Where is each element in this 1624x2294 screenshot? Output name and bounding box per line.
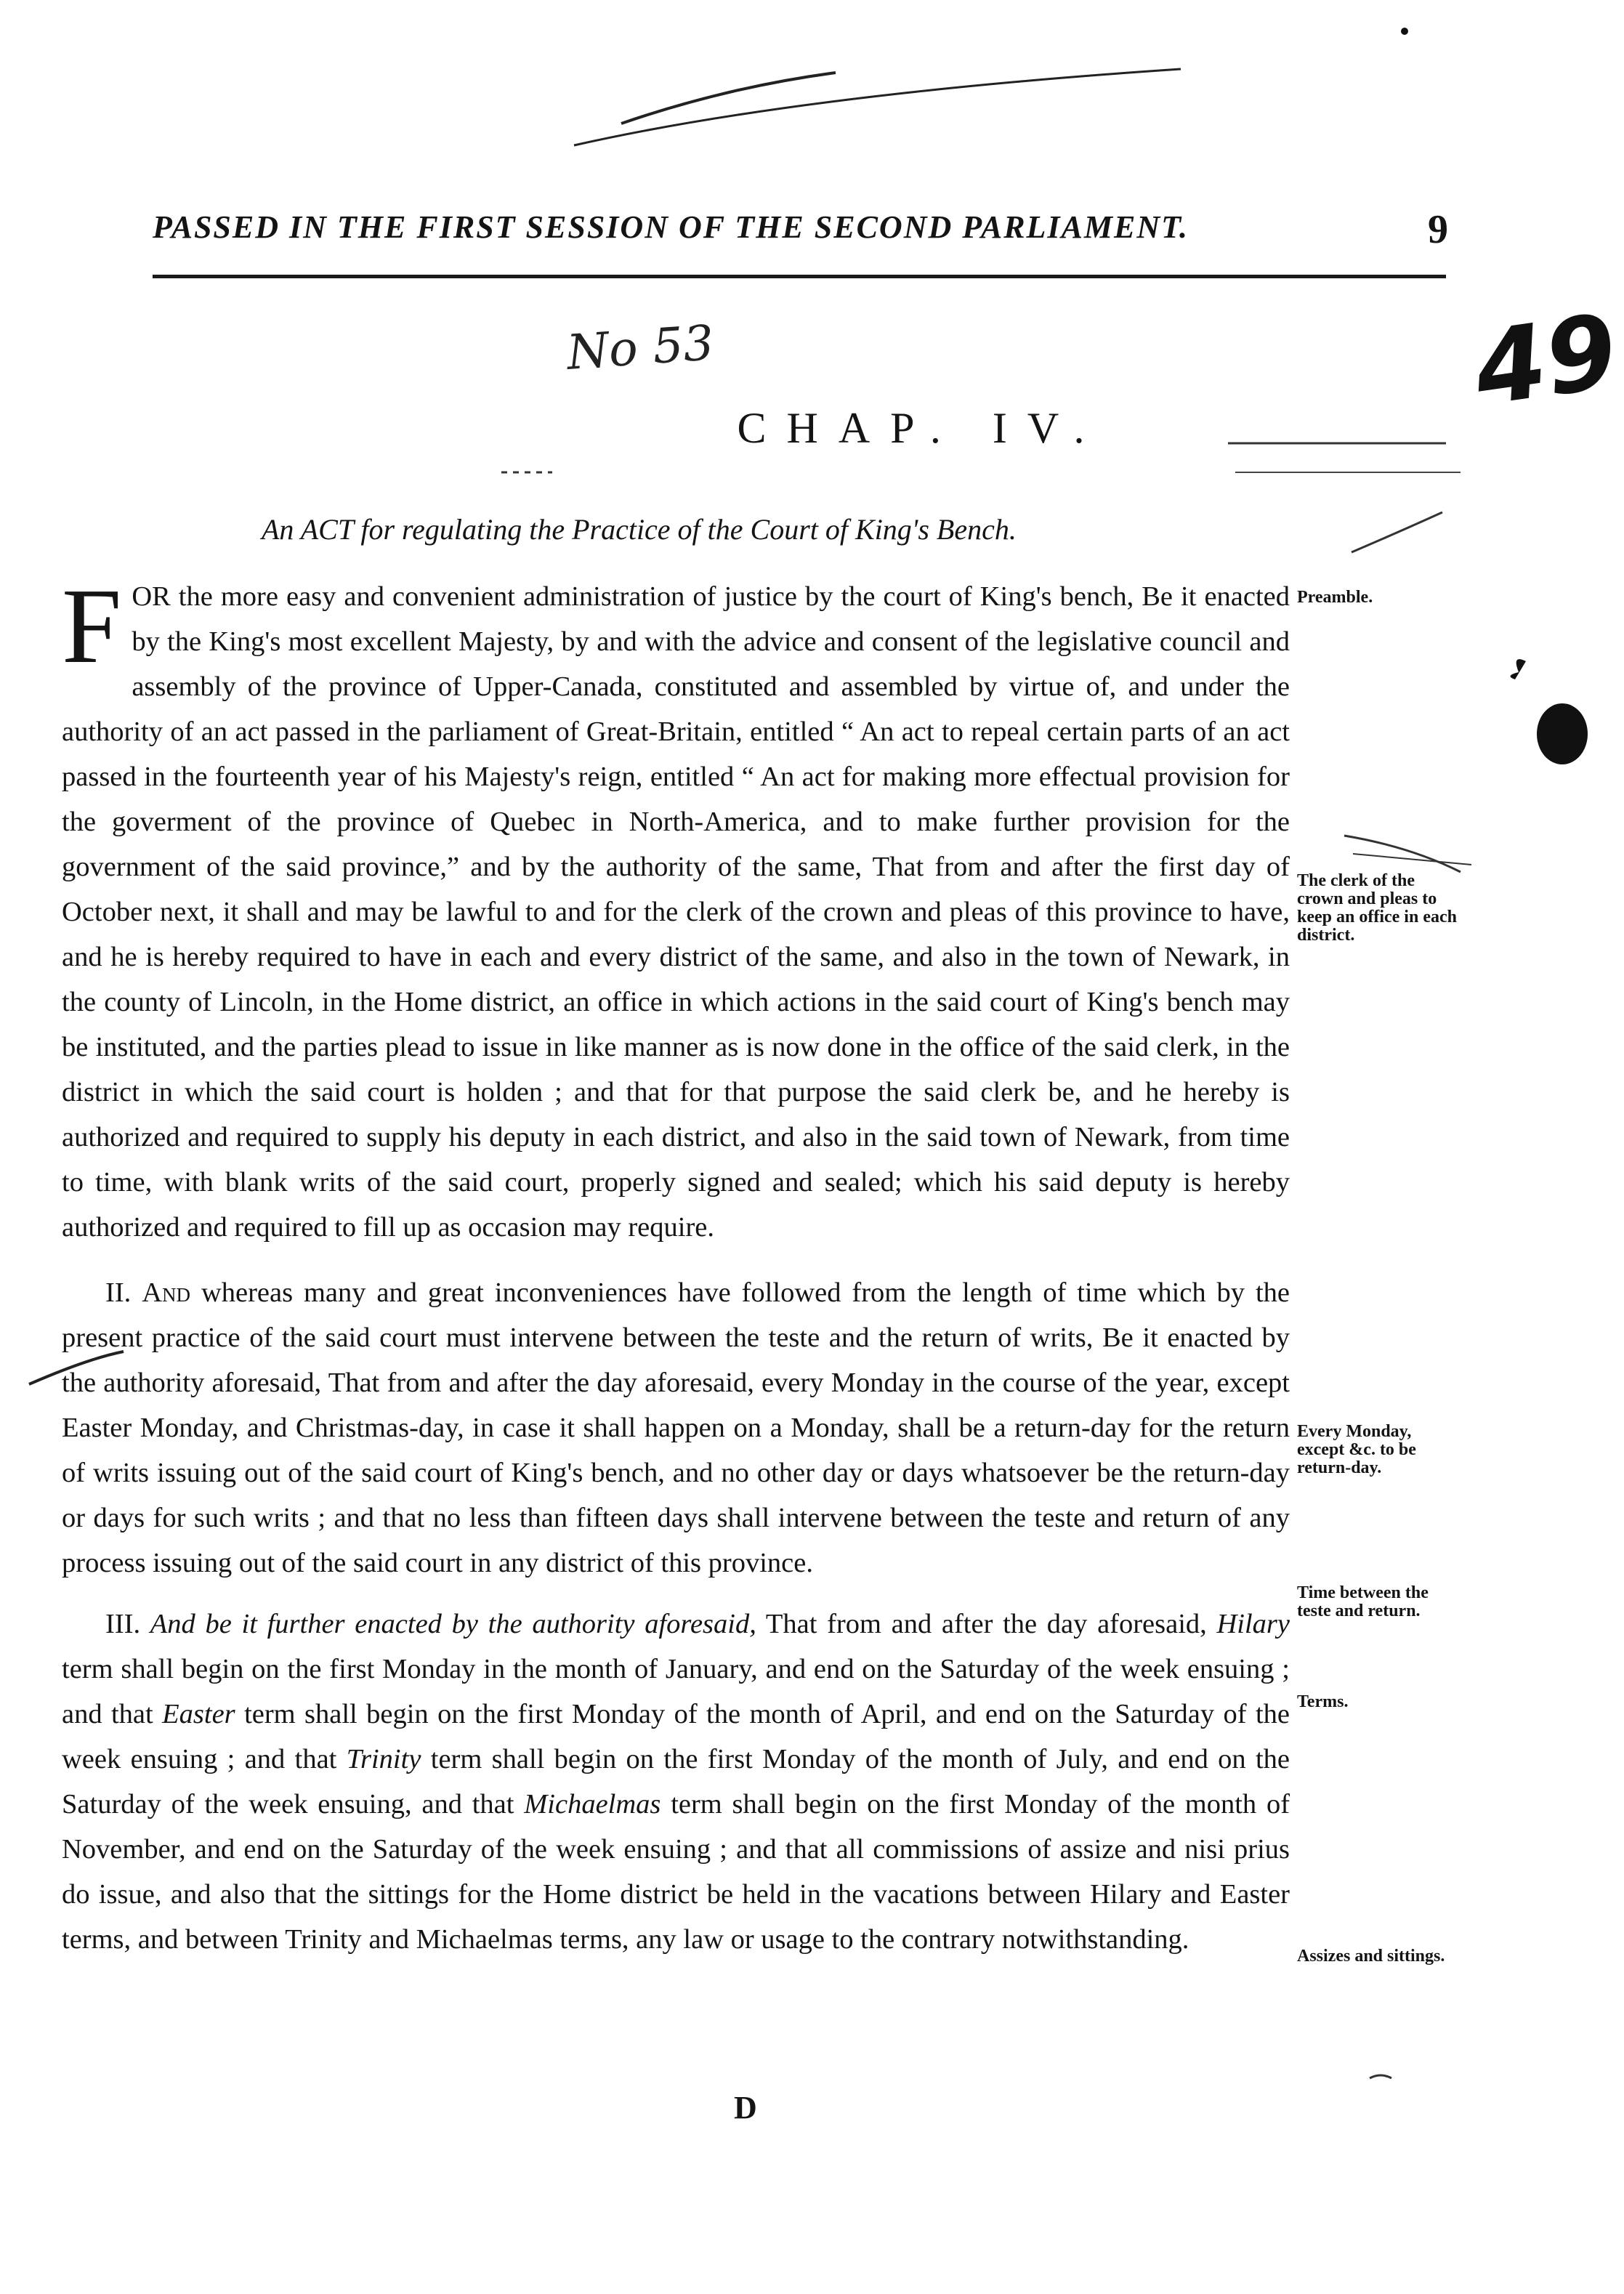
section-ii-number: II. xyxy=(105,1277,132,1308)
margin-stroke-5 xyxy=(1353,854,1471,865)
section-iii-number: III. xyxy=(105,1609,141,1639)
term-michaelmas: Michaelmas xyxy=(524,1789,661,1820)
section-iii-text-c: term shall begin on the first Monday of the month of April, and end on the Saturday of the week ensuing ; and that xyxy=(62,1699,1290,1774)
handwritten-folio-number: 49 xyxy=(1467,292,1624,429)
pen-stroke-top-1 xyxy=(621,73,836,124)
margin-note-preamble: Preamble. xyxy=(1297,588,1373,607)
section-i xyxy=(62,567,1290,1250)
running-header: PASSED IN THE FIRST SESSION OF THE SECOND PARLIAMENT. xyxy=(153,209,1189,245)
section-ii-text: whereas many and great inconveniences have followed from the length of time which by the present practice of the said court must intervene between the teste and the return of writs, Be it enacted by the authority aforesaid, That from and after the day aforesaid, every Monday in the course of the year, except Easter Monday, and Christmas-day, in case it shall happen on a Monday, shall be a return-day for the return of writs issuing out of the said court of King's bench, and no other day or days whatsoever be the return-day or days for such writs ; and that no less than fifteen days shall intervene between the teste and return of any process issuing out of the said court in any district of this province. xyxy=(62,1277,1290,1578)
act-title: An ACT for regulating the Practice of the Court of King's Bench. xyxy=(262,513,1017,546)
margin-stroke-4 xyxy=(1344,836,1461,872)
section-iii-text-b: term shall begin on the first Monday in the month of January, and end on the Saturday of the week ensuing ; and that xyxy=(62,1654,1290,1729)
rule-small-bottom xyxy=(1370,2075,1391,2078)
act-body xyxy=(62,567,1290,1962)
margin-note-time-between: Time between the teste and return. xyxy=(1297,1583,1429,1620)
pen-stroke-top-2 xyxy=(574,69,1181,145)
header-rule xyxy=(153,275,1446,278)
handwritten-document-number: No 53 xyxy=(565,315,716,381)
chapter-heading: CHAP. IV. xyxy=(737,404,1105,452)
ink-blot-1 xyxy=(1511,659,1526,679)
ink-blot-2 xyxy=(1537,703,1588,764)
ink-dot xyxy=(1401,28,1408,35)
section-iii-text-a: That from and after the day aforesaid, xyxy=(765,1609,1207,1639)
term-trinity: Trinity xyxy=(346,1744,421,1774)
signature-mark: D xyxy=(734,2090,757,2125)
margin-note-terms: Terms. xyxy=(1297,1692,1349,1711)
dropcap-letter: F xyxy=(62,567,122,686)
margin-stroke-3 xyxy=(1352,512,1442,552)
margin-note-clerk: The clerk of the crown and pleas to keep an office in each district. xyxy=(1297,871,1457,945)
section-ii xyxy=(62,1270,1290,1586)
margin-note-assizes: Assizes and sittings. xyxy=(1297,1947,1445,1966)
margin-note-monday: Every Monday, except &c. to be return-day. xyxy=(1297,1422,1416,1477)
section-iii xyxy=(62,1602,1290,1962)
section-i-text: OR the more easy and convenient administration of justice by the court of King's bench, Be it enacted by the King's most excellent Majesty, by and with the advice and consent of the legislative council and assembly of the province of Upper-Canada, constituted and assembled by virtue of, and under the authority of an act passed in the parliament of Great-Britain, entitled “ An act to repeal certain parts of an act passed in the fourteenth year of his Majesty's reign, entitled “ An act for making more effectual provision for the goverment of the province of Quebec in North-America, and to make further provision for the government of the said province,” and by the authority of the same, That from and after the first day of October next, it shall and may be lawful to and for the clerk of the crown and pleas of this province to have, and he is hereby required to have in each and every district of the same, and also in the town of Newark, in the county of Lincoln, in the Home district, an office in which actions in the said court of King's bench may be instituted, and the parties plead to issue in like manner as is now done in the office of the said clerk, in the district in which the said court is holden ; and that for that purpose the said clerk be, and he hereby is authorized and required to supply his deputy in each district, and also in the said town of Newark, from time to time, with blank writs of the said court, properly signed and sealed; which his said deputy is hereby authorized and required to fill up as occasion may require. xyxy=(62,581,1290,1243)
page-number: 9 xyxy=(1428,207,1448,252)
section-ii-lead: And xyxy=(142,1277,191,1308)
term-easter: Easter xyxy=(162,1699,235,1729)
section-iii-text-d: term shall begin on the first Monday of the month of July, and end on the Saturday of the week ensuing, and that xyxy=(62,1744,1290,1820)
section-iii-lead: And be it further enacted by the authority aforesaid, xyxy=(150,1609,756,1639)
section-iii-text-e: term shall begin on the first Monday of the month of November, and end on the Saturday of the week ensuing ; and that all commissions of assize and nisi prius do issue, and also that the sittings for the Home district be held in the vacations between Hilary and Easter terms, and between Trinity and Michaelmas terms, any law or usage to the contrary notwithstanding. xyxy=(62,1789,1290,1955)
term-hilary: Hilary xyxy=(1216,1609,1290,1639)
